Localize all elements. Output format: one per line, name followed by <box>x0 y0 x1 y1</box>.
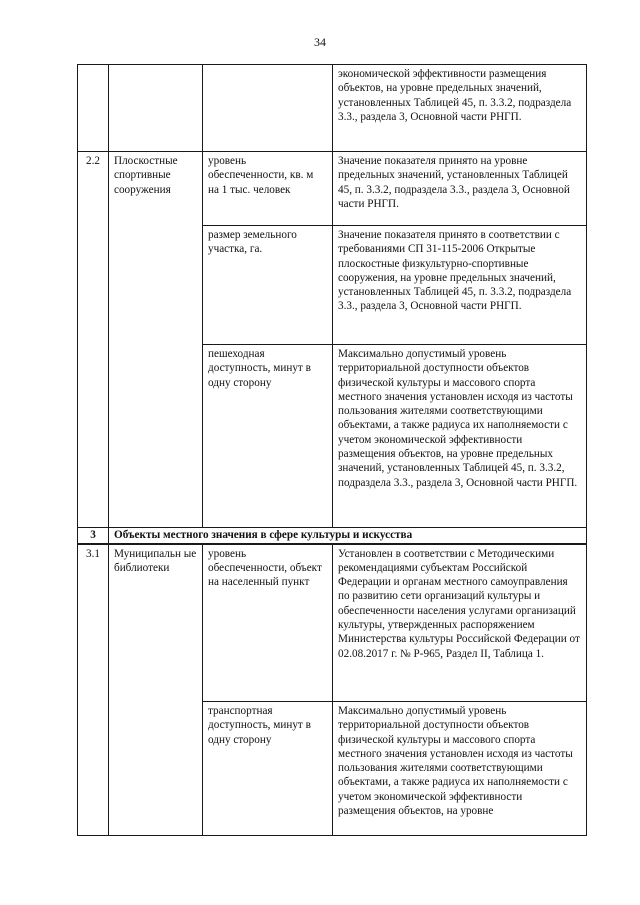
requirements-table <box>77 64 587 836</box>
indicator-cell: уровень обеспеченности, кв. м на 1 тыс. человек <box>203 152 333 226</box>
row-number-cell <box>78 65 109 152</box>
object-cell: Муниципальн ые библиотеки <box>109 544 203 836</box>
section-title-cell: Объекты местного значения в сфере культуры и искусства <box>109 528 587 544</box>
row-number-cell: 3.1 <box>78 544 109 836</box>
section-number-cell: 3 <box>78 528 109 544</box>
row-number-cell: 2.2 <box>78 152 109 528</box>
section-row-3 <box>78 528 587 544</box>
page-number: 34 <box>314 35 326 49</box>
object-cell <box>109 65 203 152</box>
justification-cell: Максимально допустимый уровень территориальной доступности объектов физической культуры и массового спорта местного значения установлен исходя из частоты пользования жителями соответствующими объектами, а также радиуса их наполняемости с учетом экономической эффективности размещения объектов, на уровне <box>333 702 587 836</box>
justification-cell: Значение показателя принято в соответствии с требованиями СП 31-115-2006 Открытые плоскостные физкультурно-спортивные сооружения, на уровне предельных значений, установленных Таблицей 45, п. 3.3.2, подраздела 3.3., раздела 3, Основной части РНГП. <box>333 226 587 345</box>
justification-cell: экономической эффективности размещения объектов, на уровне предельных значений, установленных Таблицей 45, п. 3.3.2, подраздела 3.3., раздела 3, Основной части РНГП. <box>333 65 587 152</box>
justification-cell: Значение показателя принято на уровне предельных значений, установленных Таблицей 45, п. 3.3.2, подраздела 3.3., раздела 3, Основной части РНГП. <box>333 152 587 226</box>
indicator-cell: размер земельного участка, га. <box>203 226 333 345</box>
indicator-cell <box>203 65 333 152</box>
indicator-cell: уровень обеспеченности, объект на населенный пункт <box>203 544 333 702</box>
indicator-cell: транспортная доступность, минут в одну сторону <box>203 702 333 836</box>
table-row-2-2 <box>78 152 587 226</box>
indicator-cell: пешеходная доступность, минут в одну сторону <box>203 345 333 528</box>
justification-cell: Максимально допустимый уровень территориальной доступности объектов физической культуры и массового спорта местного значения установлен исходя из частоты пользования жителями соответствующими объектами, а также радиуса их наполняемости с учетом экономической эффективности размещения объектов, на уровне предельных значений, установленных Таблицей 45, п. 3.3.2, подраздела 3.3., раздела 3, Основной части РНГП. <box>333 345 587 528</box>
table-row-continuation <box>78 65 587 152</box>
justification-cell: Установлен в соответствии с Методическими рекомендациями субъектам Российской Федерации и органам местного самоуправления по развитию сети организаций культуры и обеспеченности населения услугами организаций культуры, утвержденных распоряжением Министерства культуры Российской Федерации от 02.08.2017 г. № Р-965, Раздел II, Таблица 1. <box>333 544 587 702</box>
table-row-3-1 <box>78 544 587 702</box>
object-cell: Плоскостные спортивные сооружения <box>109 152 203 528</box>
